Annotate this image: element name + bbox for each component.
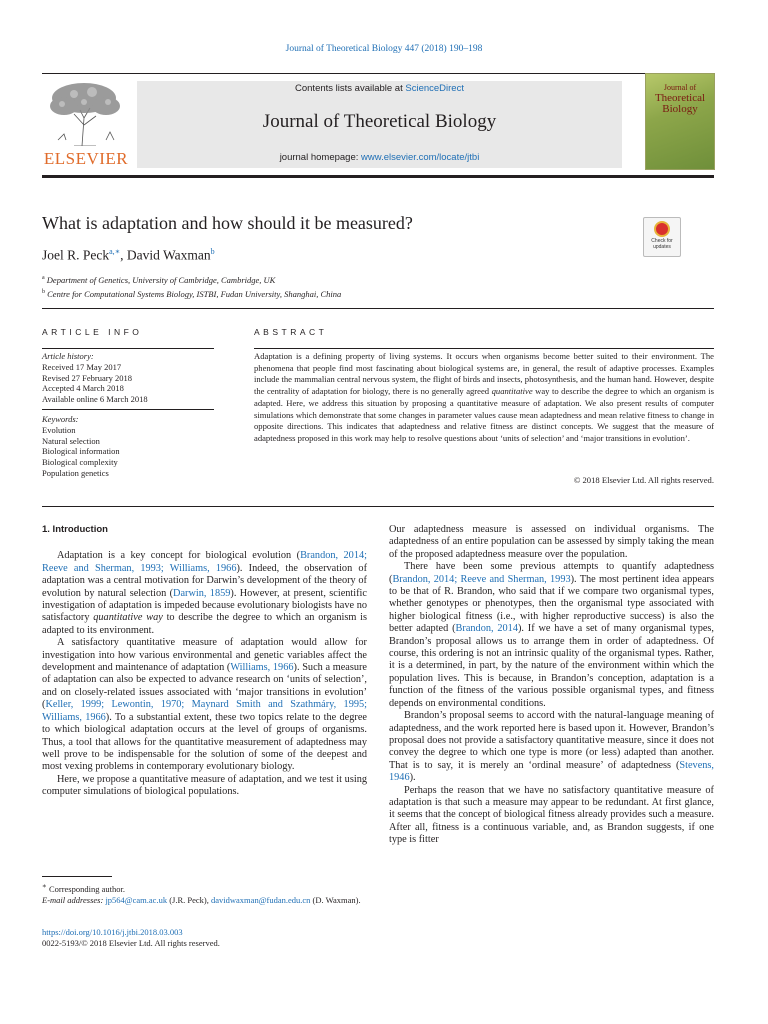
check-updates-label: Check for updates (651, 238, 673, 250)
corresponding-author-note (42, 881, 367, 895)
keyword: Population genetics (42, 467, 109, 478)
article-info-heading: ARTICLE INFO (42, 327, 143, 337)
citation-link[interactable]: Darwin, 1859 (173, 587, 231, 599)
paragraph (389, 561, 714, 710)
author-separator: , (120, 247, 127, 263)
affil-text: Centre for Computational Systems Biology, ISTBI, Fudan University, Shanghai, China (47, 288, 342, 299)
journal-citation[interactable]: Journal of Theoretical Biology 447 (2018) 190–198 (285, 44, 483, 54)
text-run: ). Such a measure of adaptation can also be expected to advance research on ‘units of selection’, and on closely-related issues associated with ‘major transitions in evolution’ ( (42, 662, 367, 711)
history-item: Received 17 May 2017 (42, 361, 122, 372)
keyword: Evolution (42, 424, 76, 435)
text-run: ). If we have a set of many organismal types, Brandon’s proposal allows us to arrange them in order of adaptedness. Of course, this ordering is not an intrinsic quality of the organismal types. Rather, it is a determined, in part, by the nature of the environment within which the population lives. This is because, in Brandon’s conception, adaptation is a function of the fitness of the various possible organismal types, and fitness depends on environmental conditions. (389, 623, 714, 709)
contents-prefix: Contents lists available at (295, 83, 406, 94)
issn-copyright: 0022-5193/© 2018 Elsevier Ltd. All rights reserved. (42, 938, 220, 948)
journal-cover-image[interactable] (645, 73, 715, 170)
keywords-rule (42, 409, 214, 410)
affiliation-b (42, 286, 341, 300)
keyword: Biological information (42, 446, 120, 457)
citation-link[interactable]: Brandon, 2014; Reeve and Sherman, 1993; Williams, 1966 (42, 550, 367, 574)
paragraph (42, 637, 367, 773)
abstract-emphasis: quantitative (491, 386, 533, 397)
text-run: Our adaptedness measure is assessed on individual organisms. The adaptedness of an entire population can be assessed by simply taking the mean of the proposed adaptedness measure over the population. (389, 524, 714, 560)
history-item: Accepted 4 March 2018 (42, 383, 124, 394)
abstract-part: Adaptation is a defining property of living systems. It occurs when organisms become better suited to their environment. The phenomena that people find most fascinating about biological systems are, in general, the result of adaptive processes. Examples include the mammalian central nervous system, the flight of birds and insects, photosynthesis, and the human hand. However, despite the centrality of adaptation for biology, there is no generally agreed (254, 351, 714, 397)
author-list (42, 247, 215, 264)
doi-block (42, 927, 220, 949)
citation-link[interactable]: Brandon, 2014; Reeve and Sherman, 1993 (392, 573, 571, 585)
footnote-rule (42, 876, 112, 877)
masthead-top-rule (42, 73, 714, 74)
email-link[interactable]: davidwaxman@fudan.edu.cn (211, 894, 311, 905)
abstract-part: way to describe the degree to which an organism is adapted. Here, we address this situation by proposing a quantitative measure of adaptation. We also present results of computer simulations which demonstrate that some changes in parameter values cause mean adaptedness and mean relative fitness to change in opposite directions. This indicates that adaptedness and relative fitness are distinct concepts. We suggest that the measure of adaptedness proposed in this work may help to resolve questions about ‘units of selection’ and ‘major transitions in evolution’. (254, 386, 714, 443)
text-run: ). Indeed, the observation of adaptation was a central motivation for Darwin’s development of the theory of evolution by natural selection ( (42, 562, 367, 599)
text-run: ). To a substantial extent, these two topics relate to the degree to which biological adaptation occurs at the level of groups of organisms. Thus, a tool that allows for the quantitative measurement of adaptedness may well prove to be indispensable for the solution of some of the deepest and most vexing problems in contemporary evolutionary biology. (42, 711, 367, 773)
journal-banner (137, 81, 622, 168)
email-owner: (J.R. Peck), (167, 894, 212, 905)
text-run: Perhaps the reason that we have no satisfactory quantitative measure of adaptation is that such a measure may appear to be redundant. At first glance, it seems that the concept of biological fitness already provides such a measure. After all, fitness is a continuous variable, and, as Brandon suggests, if one type is fitter (389, 784, 714, 846)
cover-small-text: Journal of (663, 83, 697, 92)
text-run: Brandon’s proposal seems to accord with the natural-language meaning of adaptedness, and the work reported here is based upon it. However, Brandon’s proposal does not provide a satisfactory quantitative measure, since it does not convey the degree to which one type is more (or less) adapted than another. That is to say, it is merely an ‘ordinal measure’ of adaptedness ( (389, 710, 714, 771)
journal-title: Journal of Theoretical Biology (262, 111, 497, 132)
paragraph (42, 550, 367, 637)
author-name[interactable]: Joel R. Peck (42, 247, 110, 263)
abstract-bottom-rule (42, 506, 714, 507)
footnote-marker: ∗ (42, 882, 47, 890)
elsevier-logo[interactable] (42, 80, 130, 168)
contents-line (137, 83, 622, 94)
text-run: A satisfactory quantitative measure of adaptation would allow for investigation into how various environmental and genetic variables affect the development and maintenance of adaptation ( (42, 637, 367, 674)
paragraph (42, 774, 367, 799)
author-affil-marker[interactable]: b (210, 247, 215, 256)
cover-text (648, 82, 712, 115)
journal-homepage-link[interactable]: www.elsevier.com/locate/jtbi (361, 152, 480, 163)
body-column-left (42, 524, 367, 799)
check-updates-icon (654, 221, 670, 237)
publisher-wordmark: ELSEVIER (43, 149, 129, 168)
affil-marker: a (42, 275, 45, 281)
affiliations (42, 272, 341, 300)
keywords-block (42, 414, 120, 479)
text-run: ). The most pertinent idea appears to be that of R. Brandon, who said that if we compare two organismal types, whether genotypes or phenotypes, then the organismal type associated with higher biological fitness (i.e., with higher reproductive success) is also the better adapted ( (389, 573, 714, 635)
cover-title-text: Theoretical Biology (654, 92, 706, 115)
tree-icon (44, 80, 126, 146)
citation-link[interactable]: Keller, 1999; Lewontin, 1970; Maynard Smith and Szathmáry, 1995; Williams, 1966 (42, 699, 367, 723)
homepage-prefix: journal homepage: (279, 152, 362, 163)
text-run: ). (409, 772, 416, 784)
history-item: Available online 6 March 2018 (42, 394, 148, 405)
article-history (42, 351, 148, 405)
text-run: ). However, at present, scientific investigation of adaptation is impeded because evolutionary biologists have no satisfactory (42, 587, 367, 624)
keyword: Natural selection (42, 435, 100, 446)
abstract-text (254, 351, 714, 445)
affil-marker: b (42, 288, 45, 295)
text-run: Here, we propose a quantitative measure of adaptation, and we test it using computer simulations of biological populations. (42, 773, 367, 798)
history-label: Article history: (42, 351, 94, 361)
corresponding-author-marker[interactable]: ∗ (114, 247, 121, 256)
paper-title: What is adaptation and how should it be measured? (42, 213, 413, 233)
author-name[interactable]: David Waxman (126, 247, 211, 263)
sciencedirect-link[interactable]: ScienceDirect (405, 83, 464, 94)
email-note (42, 895, 367, 906)
citation-link[interactable]: Stevens, 1946 (389, 759, 714, 784)
footnote-text: Corresponding author. (48, 883, 125, 894)
keyword: Biological complexity (42, 457, 118, 468)
author-affil-letters[interactable]: a, (109, 247, 115, 256)
abstract-copyright: © 2018 Elsevier Ltd. All rights reserved. (573, 475, 714, 485)
paragraph (389, 710, 714, 784)
footnotes (42, 881, 367, 906)
citation-link[interactable]: Williams, 1966 (230, 662, 294, 674)
abstract-rule (254, 348, 714, 349)
citation-link[interactable]: Brandon, 2014 (455, 623, 518, 635)
affiliation-a (42, 272, 341, 286)
emphasis: quantitative way (93, 612, 163, 624)
paragraph (389, 785, 714, 847)
doi-link[interactable]: https://doi.org/10.1016/j.jtbi.2018.03.003 (42, 927, 183, 937)
email-label: E-mail addresses: (42, 894, 104, 905)
check-for-updates-button[interactable] (643, 217, 681, 257)
text-run: to describe the degree to which an organism is adapted to its environment. (42, 612, 367, 636)
title-block-rule (42, 308, 714, 309)
text-run: There have been some previous attempts to quantify adaptedness ( (389, 561, 714, 585)
body-column-right (389, 524, 714, 847)
author-affil-marker[interactable] (109, 247, 120, 256)
history-item: Revised 27 February 2018 (42, 372, 132, 383)
email-owner: (D. Waxman). (310, 894, 361, 905)
text-run: Adaptation is a key concept for biological evolution ( (57, 550, 301, 562)
affil-text: Department of Genetics, University of Cambridge, Cambridge, UK (46, 274, 276, 285)
masthead-bottom-rule (42, 175, 714, 178)
section-heading: 1. Introduction (42, 524, 108, 535)
homepage-line (137, 152, 622, 163)
keywords-label: Keywords: (42, 414, 79, 424)
abstract-heading: ABSTRACT (254, 327, 328, 337)
article-info-rule (42, 348, 214, 349)
email-link[interactable]: jp564@cam.ac.uk (105, 894, 168, 905)
paragraph (389, 524, 714, 561)
